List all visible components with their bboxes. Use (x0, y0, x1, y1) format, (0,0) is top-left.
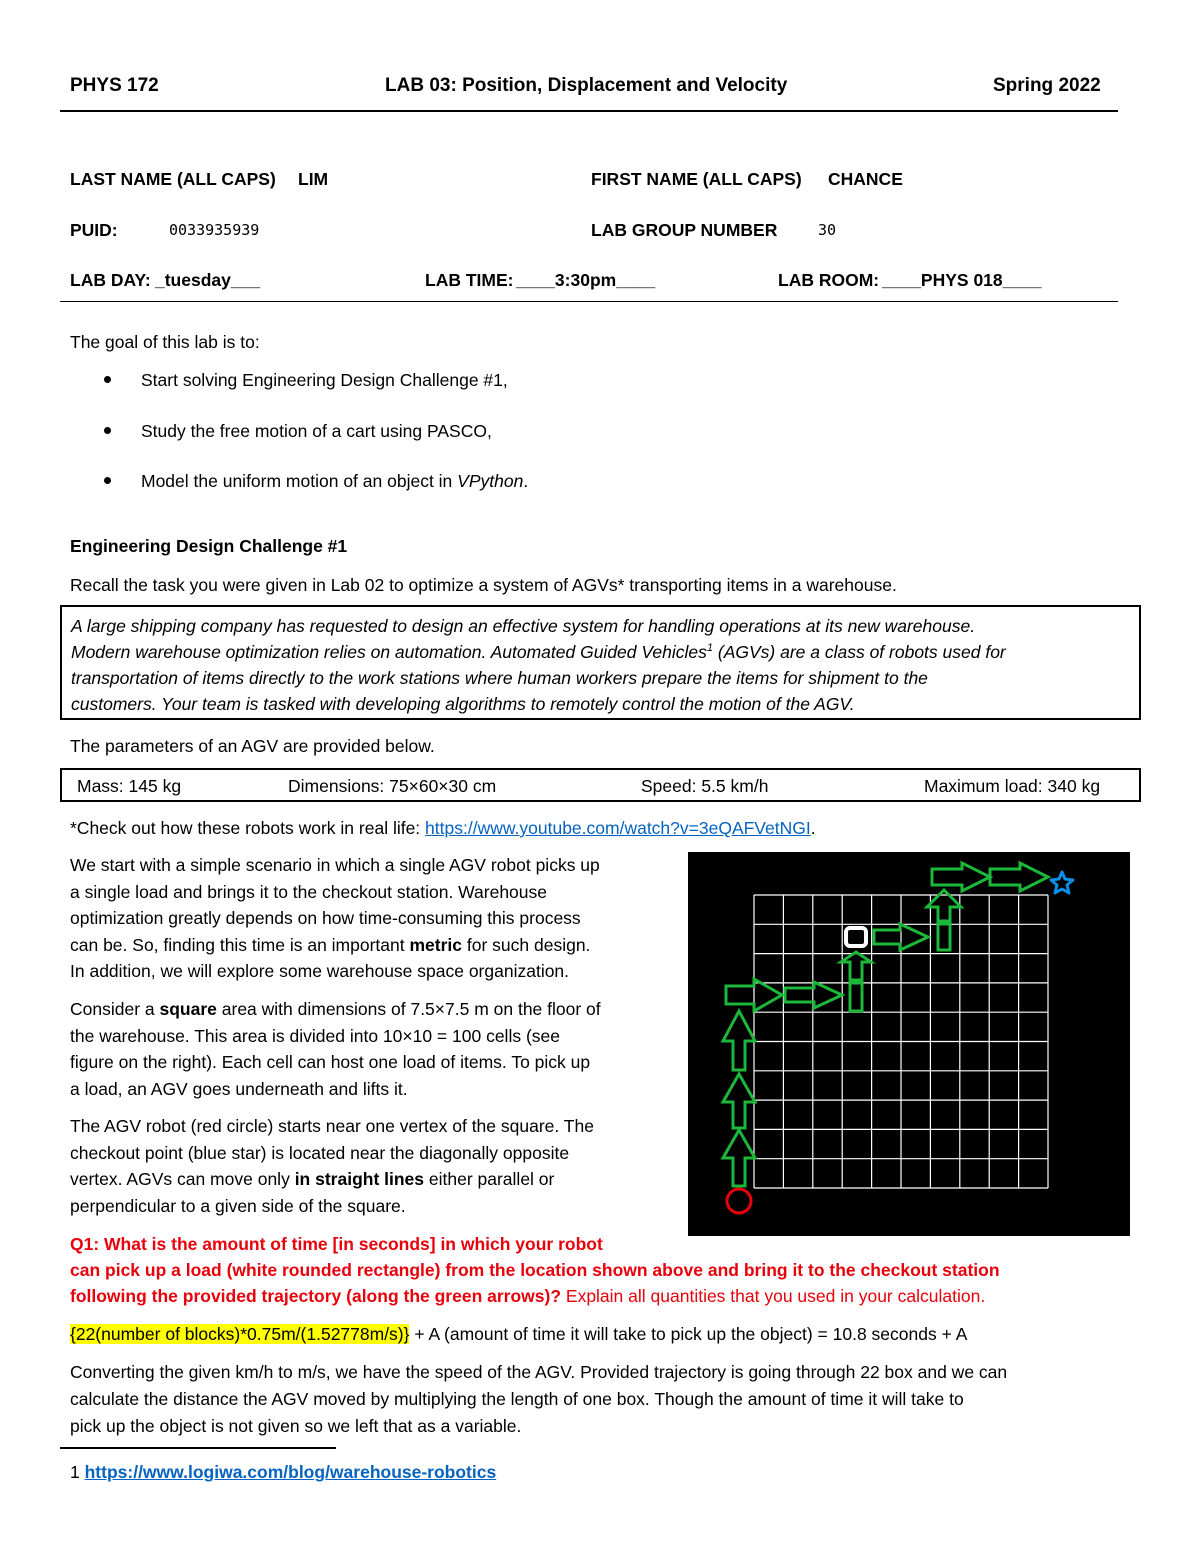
param-mass: Mass: 145 kg (77, 776, 182, 796)
straight-lines-term: in straight lines (294, 1169, 425, 1189)
last-name-label: LAST NAME (ALL CAPS) (70, 169, 276, 189)
bullet-icon (104, 376, 111, 383)
arrow-up-icon (723, 1130, 755, 1186)
text-line: checkout point (blue star) is located near the diagonally opposite (70, 1142, 570, 1163)
grid-lines (754, 895, 1048, 1188)
first-name-value[interactable]: CHANCE (828, 169, 903, 189)
goal-item (141, 471, 528, 492)
text-line: perpendicular to a given side of the square. (70, 1195, 406, 1216)
scenario-line: customers. Your team is tasked with developing algorithms to remotely control the motion of the AGV. (71, 694, 855, 714)
text-line (70, 1166, 680, 1193)
course-code: PHYS 172 (70, 75, 159, 96)
puid-value[interactable]: 0033935939 (169, 221, 260, 239)
footnote-rule (60, 1447, 336, 1449)
lab-time-value[interactable]: ____3:30pm____ (516, 270, 656, 290)
arrow-right-icon (932, 863, 990, 891)
goals-intro: The goal of this lab is to: (70, 332, 260, 352)
paragraph-square (70, 996, 680, 1102)
answer-explanation[interactable]: calculate the distance the AGV moved by multiplying the length of one box. Though the amount of time it will take to (70, 1389, 964, 1409)
bullet-icon (104, 477, 111, 484)
param-max-load: Maximum load: 340 kg (924, 776, 1101, 796)
checkout-star-icon (1051, 872, 1073, 893)
answer-explanation[interactable]: Converting the given km/h to m/s, we have the speed of the AGV. Provided trajectory is going through 22 box and we can (70, 1362, 1008, 1382)
form-rule (60, 301, 1118, 302)
paragraph-scenario (70, 852, 680, 985)
text-span: can be. So, finding this time is an important (70, 934, 410, 955)
lab-title: LAB 03: Position, Displacement and Velocity (385, 75, 788, 96)
arrow-stub-icon (938, 924, 950, 950)
load-icon (846, 928, 866, 946)
answer-explanation[interactable]: pick up the object is not given so we left that as a variable. (70, 1416, 522, 1436)
youtube-link[interactable]: https://www.youtube.com/watch?v=3eQAFVetNGI (425, 818, 811, 838)
arrow-right-icon (785, 982, 842, 1008)
question-q1-line (70, 1286, 985, 1307)
param-speed: Speed: 5.5 km/h (641, 776, 769, 796)
check-line (70, 818, 816, 839)
footnote-number: 1 (70, 1462, 80, 1482)
challenge-heading: Engineering Design Challenge #1 (70, 536, 348, 556)
group-value[interactable]: 30 (818, 221, 837, 239)
goal-item-text: Model the uniform motion of an object in (141, 471, 458, 491)
header-rule (60, 110, 1118, 112)
vpython-term: VPython (457, 471, 524, 491)
last-name-value[interactable]: LIM (298, 169, 329, 189)
text-span: vertex. AGVs can move only (70, 1169, 295, 1189)
text-span: area with dimensions of 7.5×7.5 m on the floor of (216, 999, 601, 1019)
robot-start-icon (727, 1189, 751, 1213)
scenario-line: transportation of items directly to the work stations where human workers prepare the items for shipment to the (71, 668, 928, 688)
footnote (70, 1462, 496, 1483)
answer-highlight[interactable]: {22(number of blocks)*0.75m/(1.52778m/s)} (70, 1324, 410, 1344)
goal-item: Study the free motion of a cart using PASCO, (141, 421, 492, 441)
scenario-box (60, 605, 1141, 720)
goal-item-end: . (523, 471, 529, 491)
bullet-icon (104, 427, 111, 434)
question-q1-bold: following the provided trajectory (along the green arrows)? (70, 1286, 562, 1306)
text-line: a single load and brings it to the checkout station. Warehouse (70, 881, 548, 902)
group-label: LAB GROUP NUMBER (591, 220, 778, 240)
question-q1-rest: Explain all quantities that you used in your calculation. (561, 1286, 986, 1306)
arrow-up-icon (723, 1011, 755, 1070)
scenario-text: Modern warehouse optimization relies on automation. Automated Guided Vehicles (71, 642, 707, 662)
text-line: The AGV robot (red circle) starts near one vertex of the square. The (70, 1116, 594, 1136)
answer-formula (70, 1324, 967, 1345)
lab-room-label: LAB ROOM: (778, 270, 880, 290)
goal-item: Start solving Engineering Design Challenge #1, (141, 370, 508, 390)
text-line: figure on the right). Each cell can host one load of items. To pick up (70, 1052, 591, 1072)
text-line: the warehouse. This area is divided into 10×10 = 100 cells (see (70, 1025, 560, 1046)
check-end: . (810, 818, 816, 838)
lab-day-value[interactable]: _tuesday___ (155, 270, 261, 290)
arrow-stub-icon (850, 983, 862, 1011)
text-line: We start with a simple scenario in which a single AGV robot picks up (70, 855, 600, 875)
text-span: for such design. (462, 934, 591, 955)
lab-time-label: LAB TIME: (425, 270, 514, 290)
check-text: *Check out how these robots work in real life: (70, 818, 426, 838)
arrow-up-icon (841, 952, 871, 980)
term: Spring 2022 (993, 75, 1101, 96)
params-box (60, 768, 1141, 802)
text-span: either parallel or (424, 1169, 555, 1189)
footnote-ref: 1 (706, 642, 713, 655)
question-q1-line: Q1: What is the amount of time [in seconds] in which your robot (70, 1234, 603, 1254)
text-span: Consider a (70, 999, 160, 1019)
warehouse-grid-svg (688, 852, 1130, 1236)
recall-text: Recall the task you were given in Lab 02 to optimize a system of AGVs* transporting items in a warehouse. (70, 575, 897, 595)
scenario-line (71, 642, 1006, 663)
paragraph-robot (70, 1113, 680, 1219)
metric-term: metric (409, 934, 463, 955)
text-line: a load, an AGV goes underneath and lifts it. (70, 1078, 408, 1099)
text-line: In addition, we will explore some warehouse space organization. (70, 961, 570, 981)
square-term: square (159, 999, 217, 1019)
lab-day-label: LAB DAY: (70, 270, 151, 290)
arrow-up-icon (723, 1074, 755, 1128)
text-line (70, 932, 680, 959)
params-intro: The parameters of an AGV are provided below. (70, 736, 435, 756)
text-line (70, 996, 680, 1023)
answer-formula-rest[interactable]: + A (amount of time it will take to pick up the object) = 10.8 seconds + A (409, 1324, 968, 1344)
scenario-line: A large shipping company has requested to design an effective system for handling operations at its new warehouse. (71, 616, 976, 636)
footnote-link[interactable]: https://www.logiwa.com/blog/warehouse-robotics (84, 1462, 497, 1482)
arrow-right-icon (990, 863, 1048, 891)
scenario-text: (AGVs) are a class of robots used for (713, 642, 1006, 662)
lab-room-value[interactable]: ____PHYS 018____ (882, 270, 1042, 290)
warehouse-grid-figure (688, 852, 1130, 1236)
param-dimensions: Dimensions: 75×60×30 cm (288, 776, 497, 796)
puid-label: PUID: (70, 220, 118, 240)
text-line: optimization greatly depends on how time-consuming this process (70, 908, 581, 928)
first-name-label: FIRST NAME (ALL CAPS) (591, 169, 802, 189)
question-q1-line: can pick up a load (white rounded rectangle) from the location shown above and bring it to the checkout station (70, 1260, 1000, 1280)
